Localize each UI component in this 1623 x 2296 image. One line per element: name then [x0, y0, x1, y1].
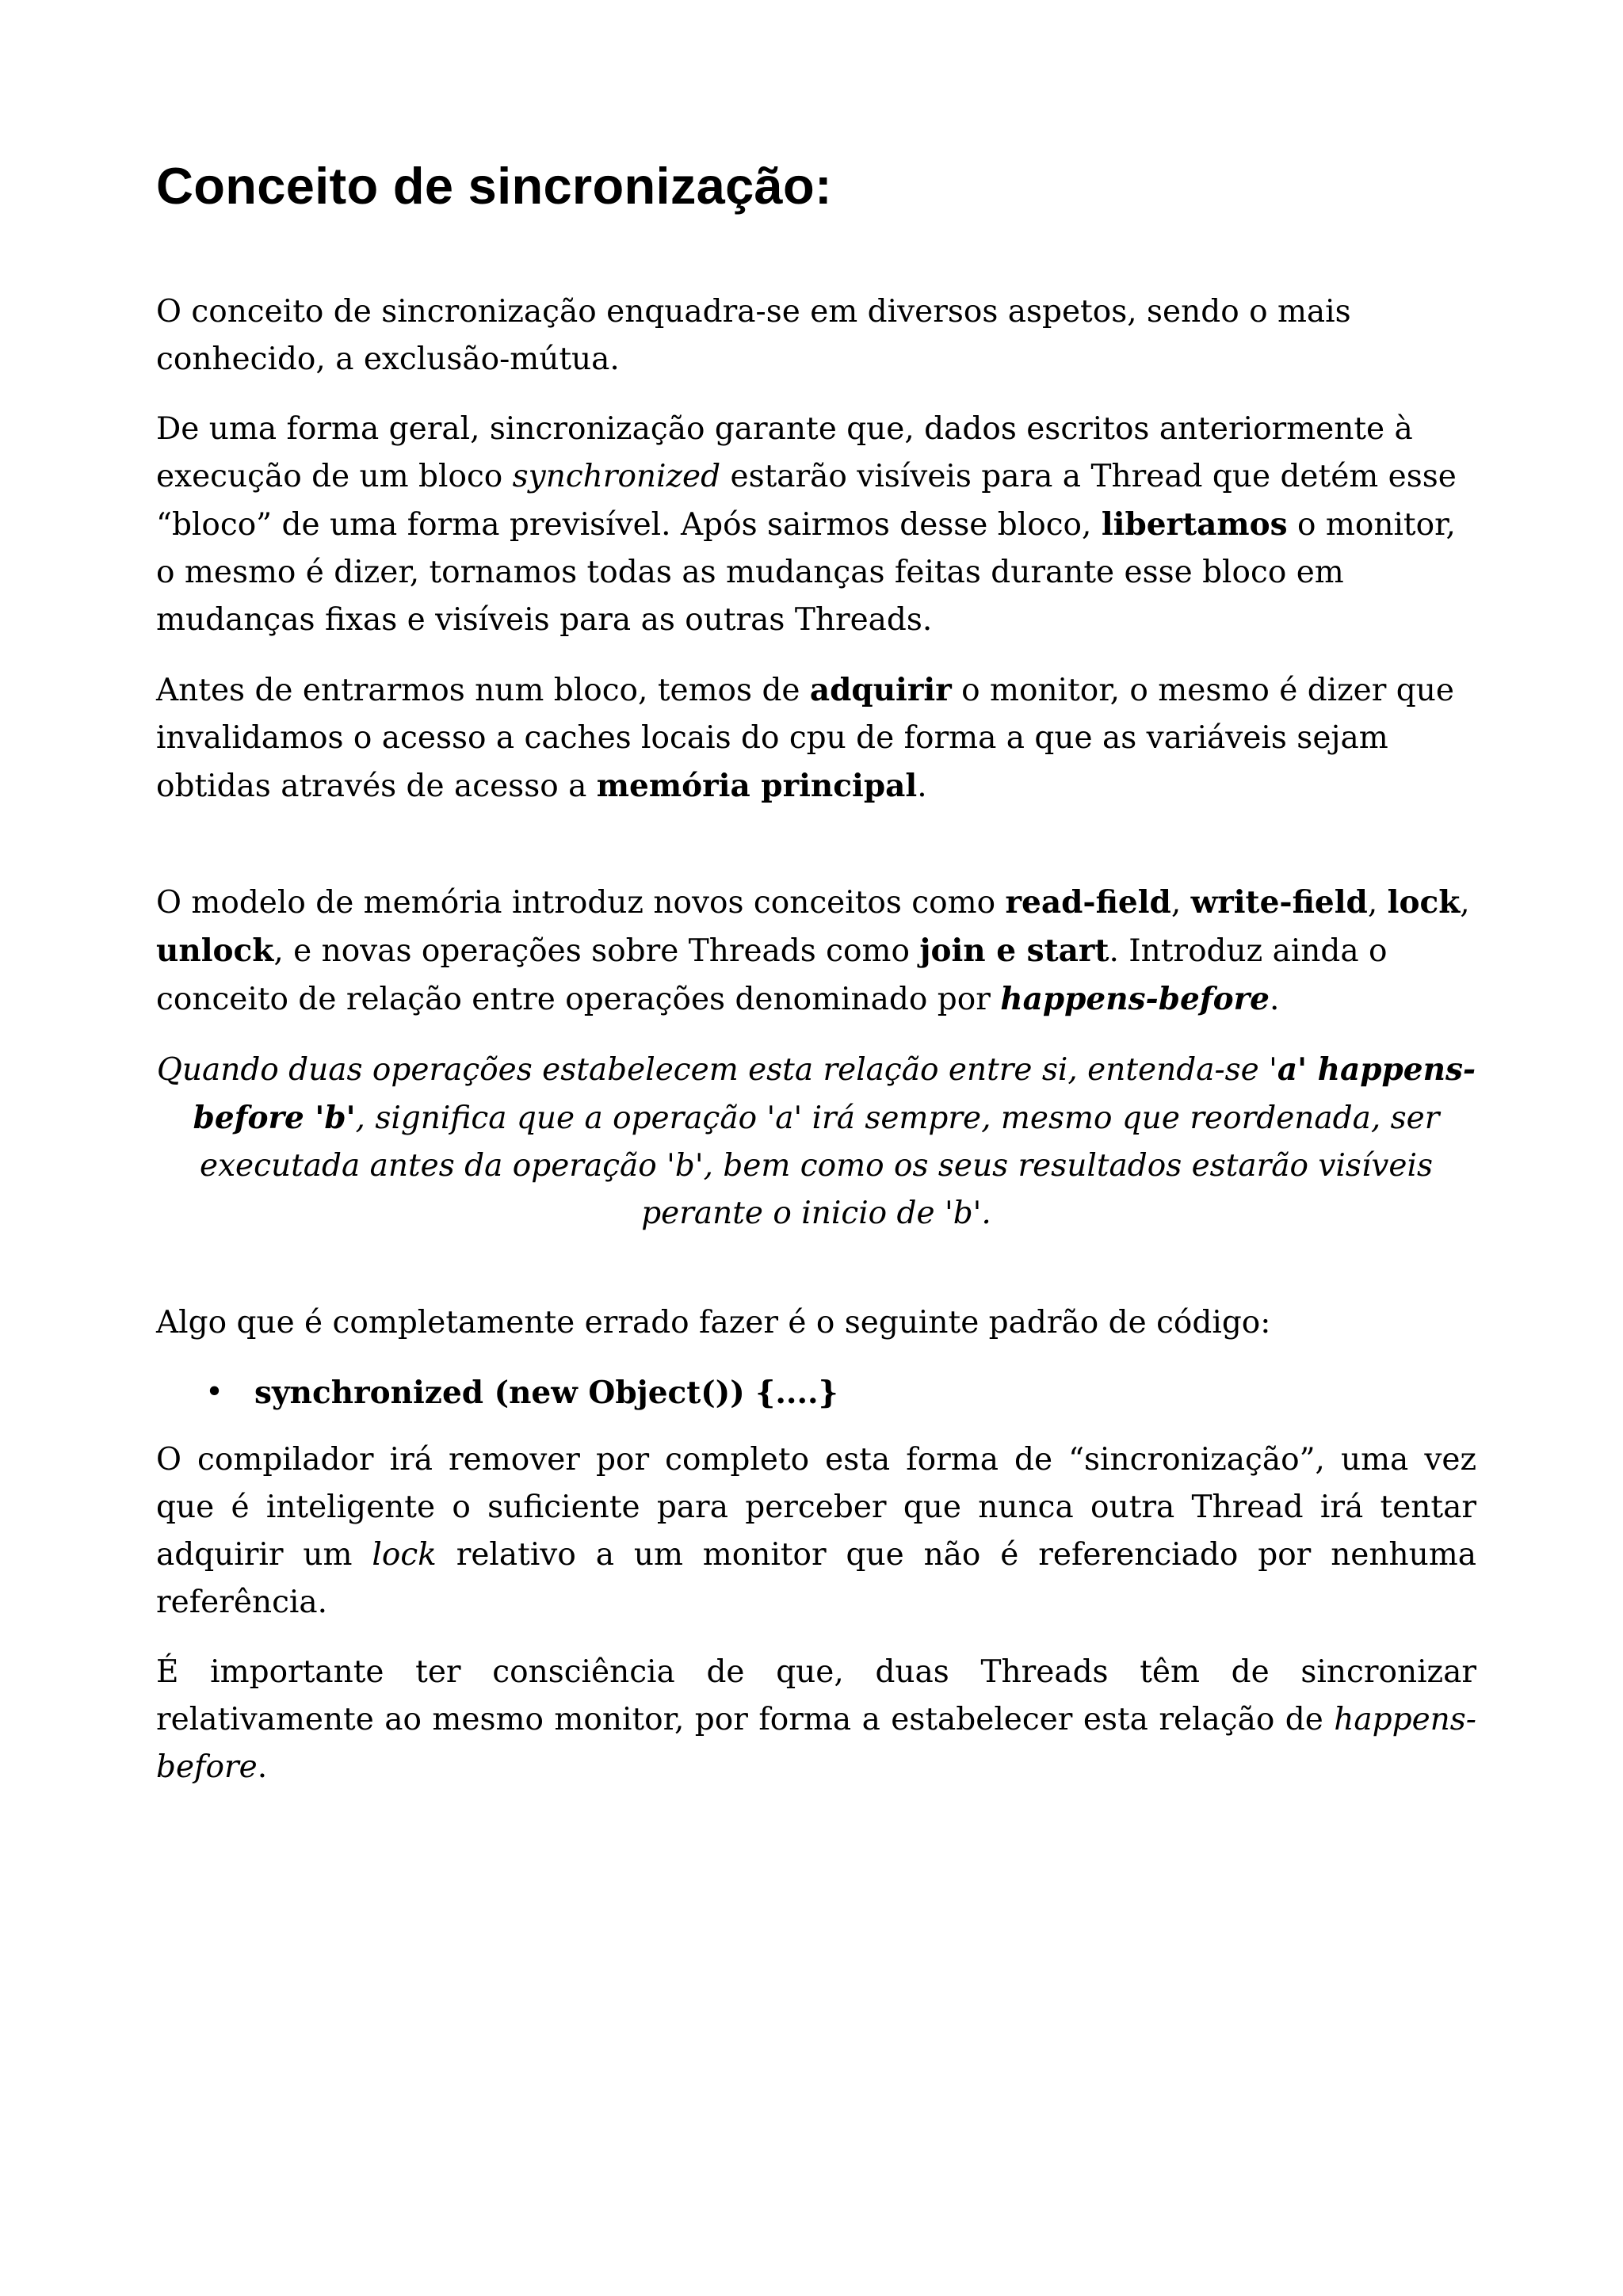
emphasis-happens-before: happens-before — [156, 1702, 1476, 1785]
bold-write-field: write-field — [1190, 884, 1368, 921]
text: . — [1269, 982, 1280, 1017]
emphasis-synchronized: synchronized — [512, 459, 721, 494]
text: Quando duas operações estabelecem esta relação entre si, entenda-se ' — [156, 1052, 1277, 1088]
text: , e novas operações sobre Threads como — [273, 933, 920, 969]
list-item — [205, 1369, 1476, 1417]
text: , significa que a operação 'a' irá sempre, mesmo que reordenada, ser executada antes da operação 'b', bem como os seus resultados estarão visíveis perante o inicio de 'b'. — [199, 1100, 1440, 1231]
text: , — [1460, 885, 1470, 921]
paragraph-acquire — [156, 666, 1476, 810]
text: , — [1170, 885, 1191, 921]
paragraph-wrong-pattern — [156, 1299, 1476, 1347]
paragraph-intro — [156, 288, 1476, 383]
text: Antes de entrarmos num bloco, temos de — [156, 673, 810, 708]
spacer — [156, 833, 1476, 879]
paragraph-memory-model — [156, 879, 1476, 1024]
text: estarão visíveis para a Thread que detém esse “bloco” de uma forma previsível. Após sairmos desse bloco, — [156, 459, 1457, 543]
bold-adquirir: adquirir — [809, 672, 952, 708]
text: . — [917, 769, 927, 804]
bold-join-start: join e start — [919, 933, 1109, 969]
code-pattern: synchronized (new Object()) {....} — [254, 1375, 838, 1411]
text: o monitor, o mesmo é dizer que invalidamos o acesso a caches locais do cpu de forma a que as variáveis sejam obtidas através de acesso a — [156, 673, 1454, 804]
bold-a-happens-before-b: a' happens-before 'b' — [193, 1051, 1476, 1136]
text: . — [257, 1749, 268, 1785]
text: . Introduz ainda o conceito de relação entre operações denominado por — [156, 933, 1388, 1017]
bold-memoria-principal: memória principal — [596, 768, 918, 804]
page-title: Conceito de sincronização: — [156, 157, 832, 215]
document-body — [156, 151, 1476, 1814]
definition-quote — [156, 1046, 1476, 1238]
bold-lock: lock — [1387, 884, 1461, 921]
paragraph-general — [156, 406, 1476, 644]
bold-italic-happens-before: happens-before — [1000, 981, 1270, 1017]
text: relativo a um monitor que não é referenciado por nenhuma referência. — [156, 1537, 1476, 1620]
bold-read-field: read-field — [1005, 884, 1171, 921]
spacer — [156, 1260, 1476, 1299]
text: , — [1367, 885, 1388, 921]
emphasis-lock: lock — [372, 1537, 437, 1573]
paragraph-compiler — [156, 1436, 1476, 1627]
text: O compilador irá remover por completo esta forma de “sincronização”, uma vez que é inteligente o suficiente para perceber que nunca outra Thread irá tentar adquirir um — [156, 1442, 1476, 1573]
bold-unlock: unlock — [156, 933, 274, 969]
bullet-icon: • — [205, 1375, 224, 1410]
text: O modelo de memória introduz novos conceitos como — [156, 885, 1006, 921]
text: Algo que é completamente errado fazer é o seguinte padrão de código: — [156, 1305, 1271, 1341]
bold-libertamos: libertamos — [1101, 506, 1288, 543]
code-pattern-list — [156, 1369, 1476, 1417]
text: o monitor, o mesmo é dizer, tornamos todas as mudanças feitas durante esse bloco em mudanças fixas e visíveis para as outras Threads. — [156, 507, 1456, 638]
text: De uma forma geral, sincronização garante que, dados escritos anteriormente à execução de um bloco — [156, 411, 1413, 494]
text: O conceito de sincronização enquadra-se em diversos aspetos, sendo o mais conhecido, a exclusão-mútua. — [156, 294, 1351, 377]
paragraph-same-monitor — [156, 1649, 1476, 1791]
text: É importante ter consciência de que, duas Threads têm de sincronizar relativamente ao mesmo monitor, por forma a estabelecer esta relação de — [156, 1654, 1476, 1737]
